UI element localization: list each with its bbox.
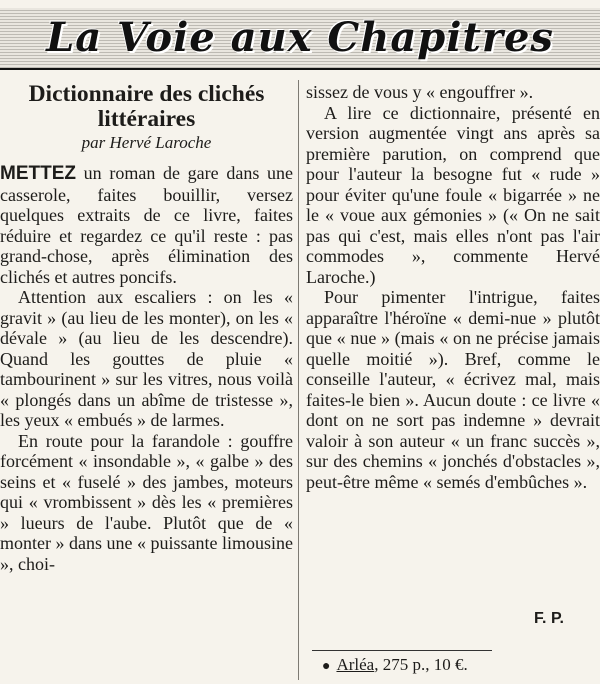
- article-body-left: [0, 163, 293, 574]
- bullet-icon: ●: [322, 659, 331, 674]
- paragraph-3-continued: sissez de vous y « engouffrer ».: [306, 82, 534, 102]
- article-byline: par Hervé Laroche: [81, 133, 212, 152]
- paragraph-3: En route pour la farandole : gouffre forcément « insondable », « galbe » des seins et « fuselé » des jambes, moteurs qui « vrombissent » dès les « premières » lueurs de l'aube. Plutôt que de « monter » dans une « puissante limousine », choi-: [0, 430, 293, 574]
- footer-rule: [312, 650, 492, 651]
- publisher-info: [322, 655, 468, 677]
- article-title: Dictionnaire des clichés littéraires: [28, 81, 265, 132]
- right-column: [306, 82, 600, 492]
- section-banner: [0, 8, 600, 70]
- paragraph-4: A lire ce dictionnaire, présenté en version augmentée vingt ans après sa première parution, on comprend que pour l'auteur la besogne fut « rude » pour éviter qu'une foule « bigarrée » ne le « voue aux gémonies » (« On ne sait pas qui c'est, mais elles n'ont pas l'air commodes », commente Hervé Laroche.): [306, 102, 600, 287]
- paragraph-5: Pour pimenter l'intrigue, faites apparaître l'héroïne « demi-nue » plutôt que « nue » (mais « on ne précise jamais quelle moitié »). Bref, comme le conseille l'auteur, « écrivez mal, mais faites-le bien ». Aucun doute : ce livre « dont on ne sort pas indemne » devrait valoir à son auteur « un franc succès », sur des chemins « jonchés d'obstacles », peut-être même « semés d'embûches ».: [306, 287, 600, 492]
- paragraph-2: Attention aux escaliers : on les « gravit » (au lieu de les monter), on les « dévale » (au lieu de les descendre). Quand les gouttes de pluie « tambourinent » sur les vitres, nous voilà « plongés dans un abîme de tristesse », les yeux « embués » de larmes.: [0, 287, 293, 430]
- publisher-name: Arléa: [336, 655, 375, 674]
- lead-word: METTEZ: [0, 163, 76, 184]
- author-signature: F. P.: [534, 610, 564, 627]
- column-divider: [298, 80, 299, 680]
- paragraph-1: [0, 163, 293, 287]
- left-column: [0, 82, 293, 574]
- article-body-right: [306, 82, 600, 492]
- paragraph-1-text: un roman de gare dans une casserole, faites bouillir, versez quelques extraits de ce livre, faites réduire et regardez ce qu'il reste : pas grand-chose, après élimination des clichés et autres poncifs.: [0, 163, 293, 287]
- section-title: La Voie aux Chapitres: [46, 14, 554, 61]
- book-details: , 275 p., 10 €.: [374, 655, 468, 674]
